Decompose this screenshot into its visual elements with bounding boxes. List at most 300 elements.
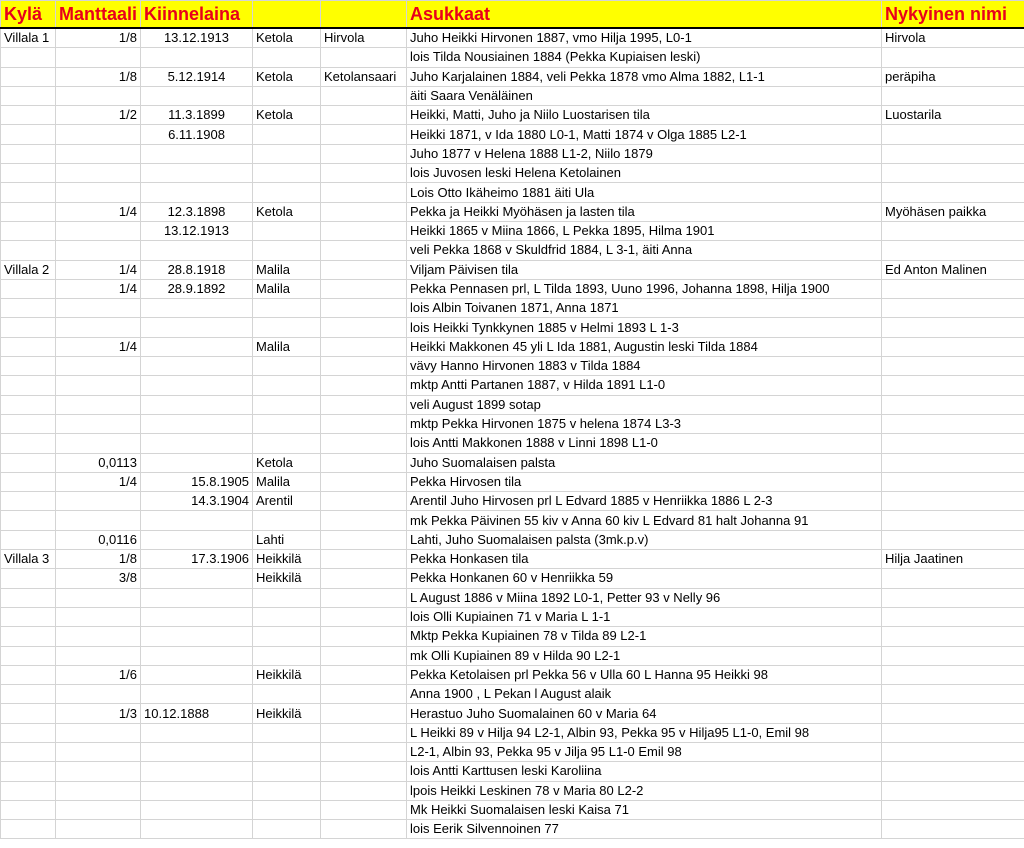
cell-kyla[interactable]: [1, 742, 56, 761]
cell-kyla[interactable]: [1, 299, 56, 318]
cell-kyla[interactable]: [1, 607, 56, 626]
cell-kiinnelaina[interactable]: [141, 569, 253, 588]
cell-nykyinen-nimi[interactable]: [882, 492, 1024, 511]
cell-nykyinen-nimi[interactable]: [882, 820, 1024, 839]
cell-talo[interactable]: [253, 723, 321, 742]
cell-kyla[interactable]: Villala 1: [1, 28, 56, 48]
cell-talo[interactable]: [253, 183, 321, 202]
cell-asukkaat[interactable]: lois Antti Makkonen 1888 v Linni 1898 L1-0: [407, 434, 882, 453]
cell-kiinnelaina[interactable]: [141, 144, 253, 163]
cell-paikka[interactable]: [321, 260, 407, 279]
cell-paikka[interactable]: [321, 241, 407, 260]
cell-kiinnelaina[interactable]: [141, 665, 253, 684]
cell-paikka[interactable]: [321, 569, 407, 588]
cell-paikka[interactable]: [321, 588, 407, 607]
cell-nykyinen-nimi[interactable]: [882, 530, 1024, 549]
cell-manttaali[interactable]: [56, 221, 141, 240]
cell-asukkaat[interactable]: Heikki 1871, v Ida 1880 L0-1, Matti 1874 v Olga 1885 L2-1: [407, 125, 882, 144]
cell-manttaali[interactable]: 1/2: [56, 106, 141, 125]
cell-kiinnelaina[interactable]: [141, 414, 253, 433]
cell-kiinnelaina[interactable]: [141, 530, 253, 549]
cell-asukkaat[interactable]: veli August 1899 sotap: [407, 395, 882, 414]
cell-nykyinen-nimi[interactable]: Hilja Jaatinen: [882, 550, 1024, 569]
cell-manttaali[interactable]: 1/8: [56, 550, 141, 569]
cell-asukkaat[interactable]: lois Antti Karttusen leski Karoliina: [407, 762, 882, 781]
header-empty-paikka[interactable]: [321, 1, 407, 29]
cell-nykyinen-nimi[interactable]: [882, 704, 1024, 723]
cell-asukkaat[interactable]: Heikki, Matti, Juho ja Niilo Luostarisen tila: [407, 106, 882, 125]
cell-talo[interactable]: Malila: [253, 337, 321, 356]
cell-asukkaat[interactable]: mktp Pekka Hirvonen 1875 v helena 1874 L3-3: [407, 414, 882, 433]
cell-nykyinen-nimi[interactable]: peräpiha: [882, 67, 1024, 86]
cell-kiinnelaina[interactable]: [141, 646, 253, 665]
cell-asukkaat[interactable]: Lois Otto Ikäheimo 1881 äiti Ula: [407, 183, 882, 202]
cell-kyla[interactable]: [1, 241, 56, 260]
cell-talo[interactable]: Malila: [253, 472, 321, 491]
cell-kyla[interactable]: [1, 665, 56, 684]
header-manttaali[interactable]: Manttaali: [56, 1, 141, 29]
cell-kyla[interactable]: [1, 723, 56, 742]
cell-kyla[interactable]: [1, 685, 56, 704]
cell-talo[interactable]: Ketola: [253, 453, 321, 472]
cell-paikka[interactable]: [321, 550, 407, 569]
cell-paikka[interactable]: [321, 202, 407, 221]
cell-kyla[interactable]: Villala 2: [1, 260, 56, 279]
cell-nykyinen-nimi[interactable]: [882, 357, 1024, 376]
cell-manttaali[interactable]: [56, 299, 141, 318]
cell-nykyinen-nimi[interactable]: [882, 665, 1024, 684]
header-asukkaat[interactable]: Asukkaat: [407, 1, 882, 29]
cell-talo[interactable]: [253, 86, 321, 105]
cell-manttaali[interactable]: [56, 395, 141, 414]
cell-nykyinen-nimi[interactable]: [882, 221, 1024, 240]
cell-nykyinen-nimi[interactable]: [882, 607, 1024, 626]
cell-paikka[interactable]: [321, 511, 407, 530]
cell-manttaali[interactable]: 1/3: [56, 704, 141, 723]
cell-kyla[interactable]: [1, 434, 56, 453]
cell-kiinnelaina[interactable]: [141, 357, 253, 376]
cell-talo[interactable]: [253, 588, 321, 607]
cell-asukkaat[interactable]: mk Olli Kupiainen 89 v Hilda 90 L2-1: [407, 646, 882, 665]
cell-manttaali[interactable]: 0,0116: [56, 530, 141, 549]
cell-manttaali[interactable]: 1/6: [56, 665, 141, 684]
cell-kiinnelaina[interactable]: 28.8.1918: [141, 260, 253, 279]
cell-nykyinen-nimi[interactable]: [882, 781, 1024, 800]
cell-asukkaat[interactable]: lois Albin Toivanen 1871, Anna 1871: [407, 299, 882, 318]
cell-talo[interactable]: [253, 299, 321, 318]
cell-manttaali[interactable]: 1/4: [56, 279, 141, 298]
cell-asukkaat[interactable]: Pekka Pennasen prl, L Tilda 1893, Uuno 1996, Johanna 1898, Hilja 1900: [407, 279, 882, 298]
cell-paikka[interactable]: [321, 86, 407, 105]
cell-nykyinen-nimi[interactable]: [882, 588, 1024, 607]
cell-manttaali[interactable]: [56, 144, 141, 163]
cell-asukkaat[interactable]: äiti Saara Venäläinen: [407, 86, 882, 105]
cell-nykyinen-nimi[interactable]: [882, 241, 1024, 260]
cell-kiinnelaina[interactable]: [141, 762, 253, 781]
cell-kiinnelaina[interactable]: 28.9.1892: [141, 279, 253, 298]
cell-nykyinen-nimi[interactable]: [882, 318, 1024, 337]
cell-kiinnelaina[interactable]: 13.12.1913: [141, 221, 253, 240]
cell-asukkaat[interactable]: Juho Karjalainen 1884, veli Pekka 1878 vmo Alma 1882, L1-1: [407, 67, 882, 86]
cell-asukkaat[interactable]: Juho 1877 v Helena 1888 L1-2, Niilo 1879: [407, 144, 882, 163]
cell-nykyinen-nimi[interactable]: [882, 414, 1024, 433]
cell-kyla[interactable]: [1, 48, 56, 67]
cell-manttaali[interactable]: [56, 820, 141, 839]
cell-talo[interactable]: [253, 607, 321, 626]
cell-talo[interactable]: Heikkilä: [253, 704, 321, 723]
cell-nykyinen-nimi[interactable]: Ed Anton Malinen: [882, 260, 1024, 279]
cell-manttaali[interactable]: [56, 241, 141, 260]
cell-manttaali[interactable]: [56, 627, 141, 646]
cell-paikka[interactable]: [321, 453, 407, 472]
cell-manttaali[interactable]: 1/4: [56, 202, 141, 221]
cell-paikka[interactable]: [321, 607, 407, 626]
cell-talo[interactable]: [253, 221, 321, 240]
cell-nykyinen-nimi[interactable]: [882, 48, 1024, 67]
cell-kyla[interactable]: [1, 279, 56, 298]
cell-nykyinen-nimi[interactable]: [882, 86, 1024, 105]
cell-talo[interactable]: [253, 241, 321, 260]
cell-kiinnelaina[interactable]: [141, 800, 253, 819]
cell-talo[interactable]: [253, 318, 321, 337]
cell-talo[interactable]: Malila: [253, 260, 321, 279]
cell-manttaali[interactable]: [56, 800, 141, 819]
cell-manttaali[interactable]: [56, 762, 141, 781]
cell-manttaali[interactable]: [56, 588, 141, 607]
cell-talo[interactable]: [253, 820, 321, 839]
cell-kyla[interactable]: [1, 588, 56, 607]
cell-asukkaat[interactable]: L2-1, Albin 93, Pekka 95 v Jilja 95 L1-0 Emil 98: [407, 742, 882, 761]
cell-talo[interactable]: [253, 685, 321, 704]
cell-asukkaat[interactable]: Mktp Pekka Kupiainen 78 v Tilda 89 L2-1: [407, 627, 882, 646]
cell-talo[interactable]: [253, 742, 321, 761]
cell-paikka[interactable]: [321, 627, 407, 646]
cell-nykyinen-nimi[interactable]: [882, 762, 1024, 781]
cell-kyla[interactable]: [1, 125, 56, 144]
cell-kiinnelaina[interactable]: [141, 607, 253, 626]
cell-kyla[interactable]: [1, 492, 56, 511]
cell-asukkaat[interactable]: lois Juvosen leski Helena Ketolainen: [407, 164, 882, 183]
cell-nykyinen-nimi[interactable]: Hirvola: [882, 28, 1024, 48]
cell-talo[interactable]: Heikkilä: [253, 569, 321, 588]
cell-manttaali[interactable]: 1/4: [56, 337, 141, 356]
cell-talo[interactable]: [253, 511, 321, 530]
cell-nykyinen-nimi[interactable]: [882, 299, 1024, 318]
cell-kiinnelaina[interactable]: [141, 86, 253, 105]
cell-nykyinen-nimi[interactable]: [882, 627, 1024, 646]
cell-talo[interactable]: [253, 48, 321, 67]
cell-paikka[interactable]: [321, 762, 407, 781]
cell-paikka[interactable]: [321, 357, 407, 376]
cell-kyla[interactable]: [1, 800, 56, 819]
cell-talo[interactable]: [253, 627, 321, 646]
cell-manttaali[interactable]: [56, 414, 141, 433]
cell-nykyinen-nimi[interactable]: [882, 511, 1024, 530]
cell-manttaali[interactable]: [56, 164, 141, 183]
header-kiinnelaina[interactable]: Kiinnelaina: [141, 1, 253, 29]
cell-kiinnelaina[interactable]: 13.12.1913: [141, 28, 253, 48]
cell-paikka[interactable]: [321, 820, 407, 839]
cell-nykyinen-nimi[interactable]: [882, 453, 1024, 472]
cell-paikka[interactable]: [321, 742, 407, 761]
cell-kiinnelaina[interactable]: [141, 627, 253, 646]
cell-talo[interactable]: [253, 125, 321, 144]
cell-manttaali[interactable]: 1/8: [56, 28, 141, 48]
cell-talo[interactable]: [253, 646, 321, 665]
cell-asukkaat[interactable]: Heikki 1865 v Miina 1866, L Pekka 1895, Hilma 1901: [407, 221, 882, 240]
cell-kyla[interactable]: [1, 357, 56, 376]
cell-paikka[interactable]: [321, 492, 407, 511]
cell-paikka[interactable]: [321, 337, 407, 356]
cell-kiinnelaina[interactable]: [141, 318, 253, 337]
header-kyla[interactable]: Kylä: [1, 1, 56, 29]
cell-kiinnelaina[interactable]: [141, 588, 253, 607]
cell-nykyinen-nimi[interactable]: [882, 395, 1024, 414]
cell-kiinnelaina[interactable]: [141, 376, 253, 395]
cell-asukkaat[interactable]: Herastuo Juho Suomalainen 60 v Maria 64: [407, 704, 882, 723]
cell-kiinnelaina[interactable]: 10.12.1888: [141, 704, 253, 723]
cell-nykyinen-nimi[interactable]: [882, 685, 1024, 704]
cell-nykyinen-nimi[interactable]: [882, 742, 1024, 761]
cell-paikka[interactable]: Ketolansaari: [321, 67, 407, 86]
cell-asukkaat[interactable]: Lahti, Juho Suomalaisen palsta (3mk.p.v): [407, 530, 882, 549]
cell-kiinnelaina[interactable]: 14.3.1904: [141, 492, 253, 511]
cell-paikka[interactable]: [321, 221, 407, 240]
cell-nykyinen-nimi[interactable]: [882, 125, 1024, 144]
cell-manttaali[interactable]: [56, 607, 141, 626]
cell-kiinnelaina[interactable]: [141, 685, 253, 704]
cell-kyla[interactable]: [1, 183, 56, 202]
cell-asukkaat[interactable]: mktp Antti Partanen 1887, v Hilda 1891 L1-0: [407, 376, 882, 395]
cell-manttaali[interactable]: [56, 357, 141, 376]
cell-manttaali[interactable]: [56, 183, 141, 202]
cell-asukkaat[interactable]: Heikki Makkonen 45 yli L Ida 1881, Augustin leski Tilda 1884: [407, 337, 882, 356]
cell-manttaali[interactable]: [56, 48, 141, 67]
cell-asukkaat[interactable]: mk Pekka Päivinen 55 kiv v Anna 60 kiv L Edvard 81 halt Johanna 91: [407, 511, 882, 530]
cell-talo[interactable]: Ketola: [253, 202, 321, 221]
cell-paikka[interactable]: [321, 781, 407, 800]
cell-nykyinen-nimi[interactable]: [882, 569, 1024, 588]
cell-asukkaat[interactable]: Pekka Ketolaisen prl Pekka 56 v Ulla 60 L Hanna 95 Heikki 98: [407, 665, 882, 684]
cell-manttaali[interactable]: [56, 434, 141, 453]
cell-asukkaat[interactable]: lois Heikki Tynkkynen 1885 v Helmi 1893 L 1-3: [407, 318, 882, 337]
cell-talo[interactable]: [253, 376, 321, 395]
cell-kyla[interactable]: [1, 762, 56, 781]
cell-asukkaat[interactable]: Viljam Päivisen tila: [407, 260, 882, 279]
cell-paikka[interactable]: [321, 318, 407, 337]
cell-manttaali[interactable]: [56, 492, 141, 511]
header-nykyinen-nimi[interactable]: Nykyinen nimi: [882, 1, 1024, 29]
cell-nykyinen-nimi[interactable]: [882, 434, 1024, 453]
cell-talo[interactable]: Ketola: [253, 67, 321, 86]
cell-kyla[interactable]: [1, 472, 56, 491]
cell-kyla[interactable]: [1, 569, 56, 588]
cell-talo[interactable]: Heikkilä: [253, 550, 321, 569]
cell-talo[interactable]: Malila: [253, 279, 321, 298]
cell-manttaali[interactable]: [56, 781, 141, 800]
cell-kiinnelaina[interactable]: [141, 337, 253, 356]
cell-nykyinen-nimi[interactable]: Luostarila: [882, 106, 1024, 125]
cell-talo[interactable]: [253, 762, 321, 781]
cell-kiinnelaina[interactable]: [141, 781, 253, 800]
cell-paikka[interactable]: [321, 164, 407, 183]
cell-kiinnelaina[interactable]: 15.8.1905: [141, 472, 253, 491]
cell-kyla[interactable]: Villala 3: [1, 550, 56, 569]
cell-kyla[interactable]: [1, 781, 56, 800]
cell-nykyinen-nimi[interactable]: [882, 337, 1024, 356]
header-empty-talo[interactable]: [253, 1, 321, 29]
cell-talo[interactable]: [253, 164, 321, 183]
cell-kyla[interactable]: [1, 530, 56, 549]
cell-asukkaat[interactable]: vävy Hanno Hirvonen 1883 v Tilda 1884: [407, 357, 882, 376]
cell-paikka[interactable]: [321, 800, 407, 819]
cell-kyla[interactable]: [1, 106, 56, 125]
cell-nykyinen-nimi[interactable]: [882, 800, 1024, 819]
cell-nykyinen-nimi[interactable]: [882, 472, 1024, 491]
cell-kyla[interactable]: [1, 318, 56, 337]
cell-kyla[interactable]: [1, 453, 56, 472]
cell-kiinnelaina[interactable]: [141, 395, 253, 414]
cell-paikka[interactable]: [321, 125, 407, 144]
cell-asukkaat[interactable]: lois Olli Kupiainen 71 v Maria L 1-1: [407, 607, 882, 626]
cell-manttaali[interactable]: [56, 86, 141, 105]
cell-kyla[interactable]: [1, 67, 56, 86]
cell-kiinnelaina[interactable]: 12.3.1898: [141, 202, 253, 221]
cell-paikka[interactable]: [321, 723, 407, 742]
cell-kyla[interactable]: [1, 820, 56, 839]
cell-paikka[interactable]: [321, 685, 407, 704]
cell-paikka[interactable]: [321, 434, 407, 453]
cell-paikka[interactable]: [321, 48, 407, 67]
cell-nykyinen-nimi[interactable]: [882, 723, 1024, 742]
cell-asukkaat[interactable]: lois Eerik Silvennoinen 77: [407, 820, 882, 839]
cell-manttaali[interactable]: 1/4: [56, 260, 141, 279]
cell-kyla[interactable]: [1, 164, 56, 183]
cell-asukkaat[interactable]: Juho Heikki Hirvonen 1887, vmo Hilja 1995, L0-1: [407, 28, 882, 48]
cell-paikka[interactable]: [321, 183, 407, 202]
cell-kiinnelaina[interactable]: [141, 453, 253, 472]
cell-asukkaat[interactable]: Pekka ja Heikki Myöhäsen ja lasten tila: [407, 202, 882, 221]
cell-kyla[interactable]: [1, 202, 56, 221]
cell-asukkaat[interactable]: L Heikki 89 v Hilja 94 L2-1, Albin 93, Pekka 95 v Hilja95 L1-0, Emil 98: [407, 723, 882, 742]
cell-manttaali[interactable]: 0,0113: [56, 453, 141, 472]
cell-nykyinen-nimi[interactable]: [882, 183, 1024, 202]
cell-kyla[interactable]: [1, 511, 56, 530]
cell-nykyinen-nimi[interactable]: [882, 164, 1024, 183]
cell-talo[interactable]: Lahti: [253, 530, 321, 549]
cell-kiinnelaina[interactable]: 6.11.1908: [141, 125, 253, 144]
cell-talo[interactable]: Arentil: [253, 492, 321, 511]
cell-kiinnelaina[interactable]: 5.12.1914: [141, 67, 253, 86]
cell-nykyinen-nimi[interactable]: [882, 144, 1024, 163]
cell-kiinnelaina[interactable]: [141, 820, 253, 839]
cell-talo[interactable]: [253, 781, 321, 800]
cell-talo[interactable]: Ketola: [253, 106, 321, 125]
cell-paikka[interactable]: [321, 395, 407, 414]
cell-kyla[interactable]: [1, 221, 56, 240]
cell-manttaali[interactable]: 3/8: [56, 569, 141, 588]
cell-asukkaat[interactable]: Juho Suomalaisen palsta: [407, 453, 882, 472]
cell-kyla[interactable]: [1, 627, 56, 646]
cell-manttaali[interactable]: [56, 376, 141, 395]
cell-nykyinen-nimi[interactable]: Myöhäsen paikka: [882, 202, 1024, 221]
cell-paikka[interactable]: [321, 376, 407, 395]
cell-kiinnelaina[interactable]: [141, 299, 253, 318]
cell-manttaali[interactable]: 1/4: [56, 472, 141, 491]
cell-paikka[interactable]: [321, 646, 407, 665]
cell-kiinnelaina[interactable]: 11.3.1899: [141, 106, 253, 125]
cell-kiinnelaina[interactable]: [141, 183, 253, 202]
cell-talo[interactable]: Ketola: [253, 28, 321, 48]
cell-talo[interactable]: [253, 357, 321, 376]
cell-kiinnelaina[interactable]: [141, 48, 253, 67]
cell-kyla[interactable]: [1, 337, 56, 356]
cell-nykyinen-nimi[interactable]: [882, 376, 1024, 395]
cell-manttaali[interactable]: [56, 125, 141, 144]
cell-asukkaat[interactable]: Anna 1900 , L Pekan l August alaik: [407, 685, 882, 704]
cell-manttaali[interactable]: [56, 318, 141, 337]
cell-kyla[interactable]: [1, 376, 56, 395]
cell-paikka[interactable]: [321, 106, 407, 125]
cell-manttaali[interactable]: [56, 685, 141, 704]
cell-talo[interactable]: [253, 395, 321, 414]
cell-kiinnelaina[interactable]: 17.3.1906: [141, 550, 253, 569]
cell-paikka[interactable]: [321, 704, 407, 723]
cell-manttaali[interactable]: [56, 742, 141, 761]
cell-nykyinen-nimi[interactable]: [882, 279, 1024, 298]
cell-kyla[interactable]: [1, 414, 56, 433]
cell-talo[interactable]: [253, 800, 321, 819]
cell-asukkaat[interactable]: Mk Heikki Suomalaisen leski Kaisa 71: [407, 800, 882, 819]
cell-paikka[interactable]: [321, 279, 407, 298]
cell-manttaali[interactable]: 1/8: [56, 67, 141, 86]
cell-nykyinen-nimi[interactable]: [882, 646, 1024, 665]
cell-kiinnelaina[interactable]: [141, 164, 253, 183]
cell-talo[interactable]: [253, 414, 321, 433]
cell-asukkaat[interactable]: veli Pekka 1868 v Skuldfrid 1884, L 3-1, äiti Anna: [407, 241, 882, 260]
cell-paikka[interactable]: [321, 530, 407, 549]
cell-manttaali[interactable]: [56, 723, 141, 742]
cell-asukkaat[interactable]: Arentil Juho Hirvosen prl L Edvard 1885 v Henriikka 1886 L 2-3: [407, 492, 882, 511]
cell-kiinnelaina[interactable]: [141, 723, 253, 742]
cell-asukkaat[interactable]: Pekka Hirvosen tila: [407, 472, 882, 491]
cell-kiinnelaina[interactable]: [141, 511, 253, 530]
cell-asukkaat[interactable]: Pekka Honkanen 60 v Henriikka 59: [407, 569, 882, 588]
cell-asukkaat[interactable]: lpois Heikki Leskinen 78 v Maria 80 L2-2: [407, 781, 882, 800]
cell-asukkaat[interactable]: lois Tilda Nousiainen 1884 (Pekka Kupiaisen leski): [407, 48, 882, 67]
cell-paikka[interactable]: [321, 665, 407, 684]
cell-kiinnelaina[interactable]: [141, 434, 253, 453]
cell-kyla[interactable]: [1, 704, 56, 723]
cell-manttaali[interactable]: [56, 646, 141, 665]
cell-paikka[interactable]: [321, 144, 407, 163]
cell-kyla[interactable]: [1, 86, 56, 105]
cell-kyla[interactable]: [1, 144, 56, 163]
cell-talo[interactable]: [253, 144, 321, 163]
cell-paikka[interactable]: [321, 472, 407, 491]
cell-kyla[interactable]: [1, 395, 56, 414]
cell-asukkaat[interactable]: Pekka Honkasen tila: [407, 550, 882, 569]
cell-kyla[interactable]: [1, 646, 56, 665]
cell-kiinnelaina[interactable]: [141, 241, 253, 260]
cell-kiinnelaina[interactable]: [141, 742, 253, 761]
cell-paikka[interactable]: [321, 414, 407, 433]
cell-manttaali[interactable]: [56, 511, 141, 530]
cell-paikka[interactable]: [321, 299, 407, 318]
cell-paikka[interactable]: Hirvola: [321, 28, 407, 48]
cell-talo[interactable]: Heikkilä: [253, 665, 321, 684]
cell-talo[interactable]: [253, 434, 321, 453]
